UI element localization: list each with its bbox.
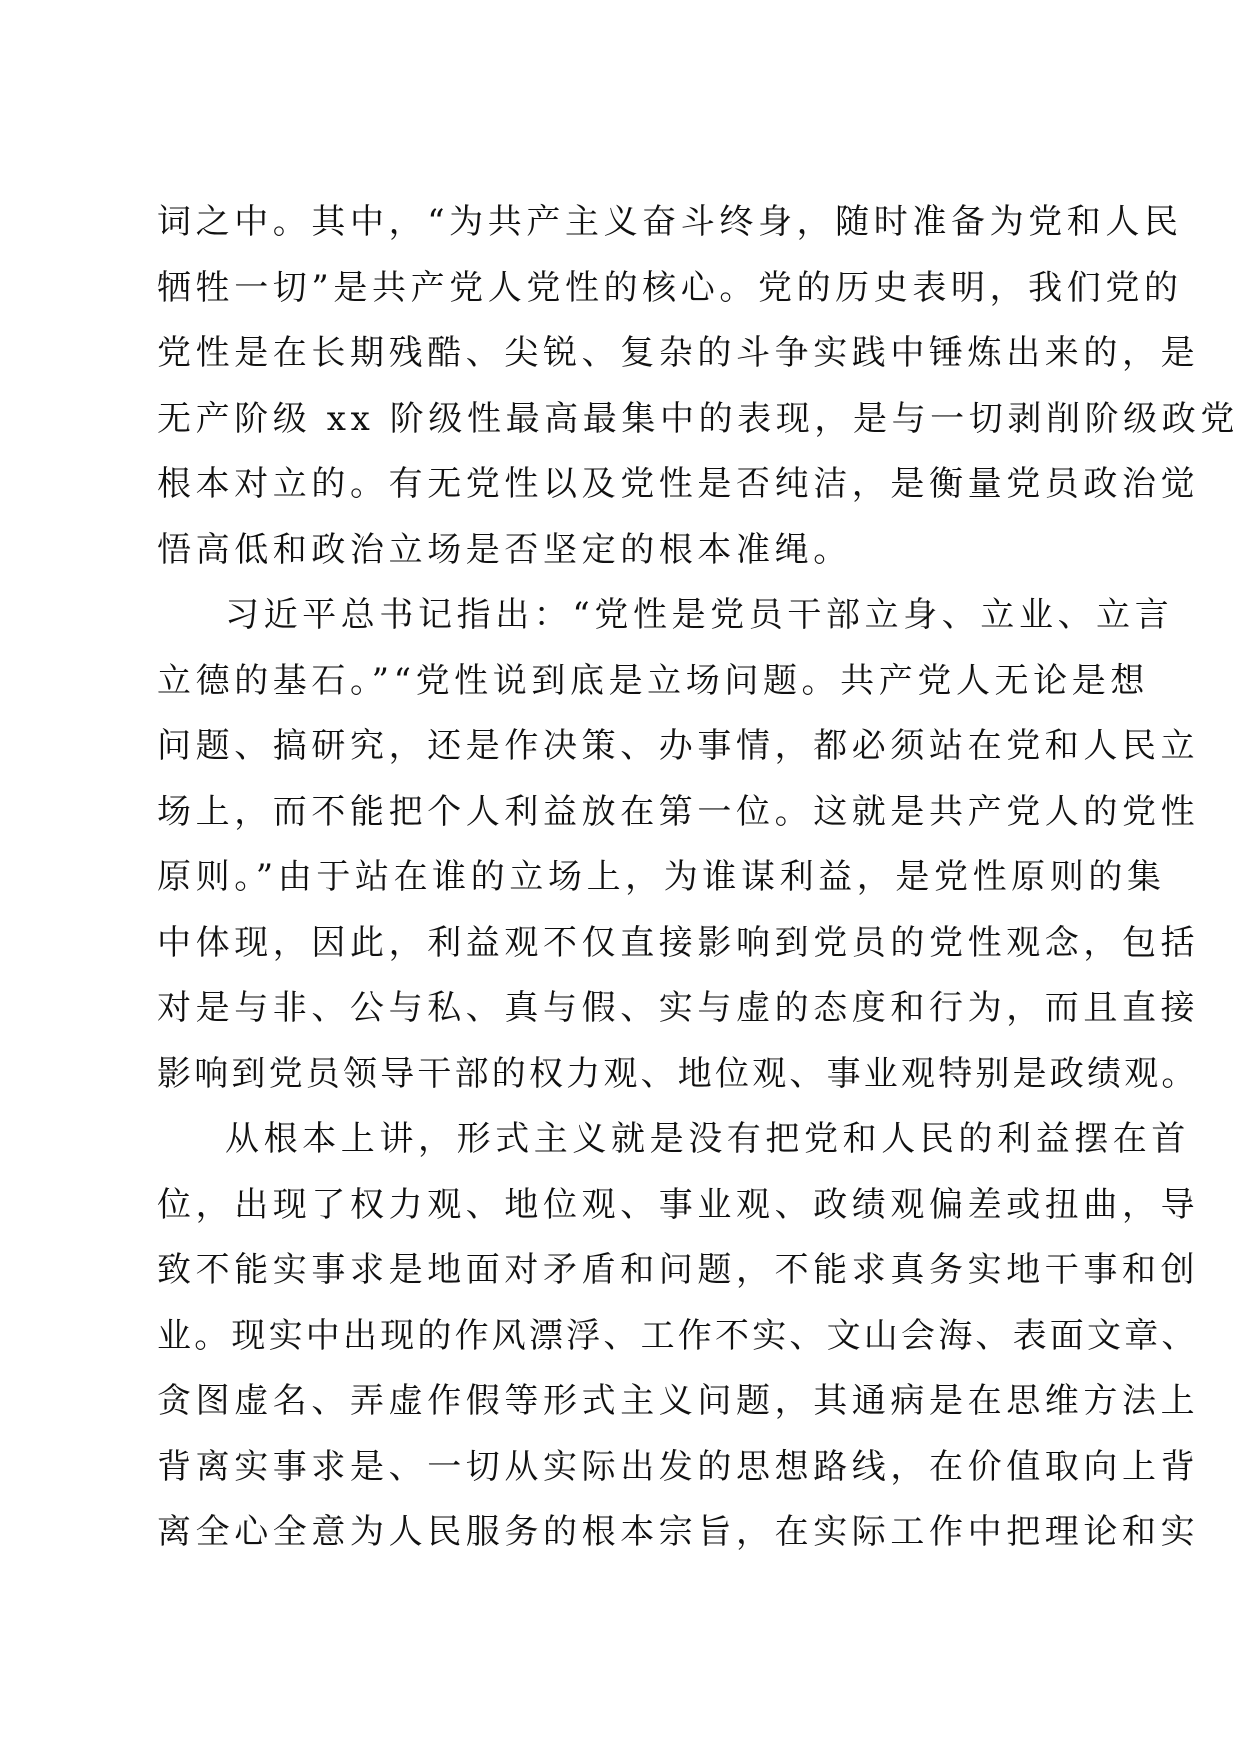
text-line: 贪图虚名、弄虚作假等形式主义问题，其通病是在思维方法上 — [157, 1381, 1200, 1421]
text-line: 根本对立的。有无党性以及党性是否纯洁，是衡量党员政治觉 — [157, 464, 1200, 504]
text-line: 离全心全意为人民服务的根本宗旨，在实际工作中把理论和实 — [157, 1512, 1200, 1552]
text-line: 从根本上讲，形式主义就是没有把党和人民的利益摆在首 — [225, 1119, 1190, 1159]
text-line: 牺牲一切”是共产党人党性的核心。党的历史表明，我们党的 — [157, 267, 1183, 308]
text-line: 习近平总书记指出：“党性是党员干部立身、立业、立言 — [225, 595, 1174, 635]
text-line: 党性是在长期残酷、尖锐、复杂的斗争实践中锤炼出来的，是 — [157, 333, 1200, 373]
text-line: 问题、搞研究，还是作决策、办事情，都必须站在党和人民立 — [157, 726, 1200, 766]
text-line: 无产阶级 xx 阶级性最高最集中的表现，是与一切剥削阶级政党 — [157, 398, 1239, 439]
body-text — [157, 190, 1239, 1566]
text-line: 立德的基石。”“党性说到底是立场问题。共产党人无论是想 — [157, 660, 1149, 701]
text-line: 致不能实事求是地面对矛盾和问题，不能求真务实地干事和创 — [157, 1250, 1200, 1290]
paragraph-2 — [157, 583, 1200, 1107]
paragraph-1 — [157, 190, 1239, 583]
text-line: 业。现实中出现的作风漂浮、工作不实、文山会海、表面文章、 — [157, 1315, 1199, 1356]
text-line: 悟高低和政治立场是否坚定的根本准绳。 — [157, 529, 852, 570]
text-line: 中体现，因此，利益观不仅直接影响到党员的党性观念，包括 — [157, 922, 1200, 963]
text-line: 对是与非、公与私、真与假、实与虚的态度和行为，而且直接 — [157, 988, 1200, 1028]
text-line: 背离实事求是、一切从实际出发的思想路线，在价值取向上背 — [157, 1446, 1200, 1487]
paragraph-3 — [157, 1107, 1200, 1566]
text-line: 影响到党员领导干部的权力观、地位观、事业观特别是政绩观。 — [157, 1053, 1199, 1094]
text-line: 原则。”由于站在谁的立场上，为谁谋利益，是党性原则的集 — [157, 857, 1166, 897]
text-line: 词之中。其中，“为共产主义奋斗终身，随时准备为党和人民 — [157, 202, 1183, 242]
text-line: 位，出现了权力观、地位观、事业观、政绩观偏差或扭曲，导 — [157, 1184, 1200, 1225]
text-line: 场上，而不能把个人利益放在第一位。这就是共产党人的党性 — [157, 791, 1200, 832]
